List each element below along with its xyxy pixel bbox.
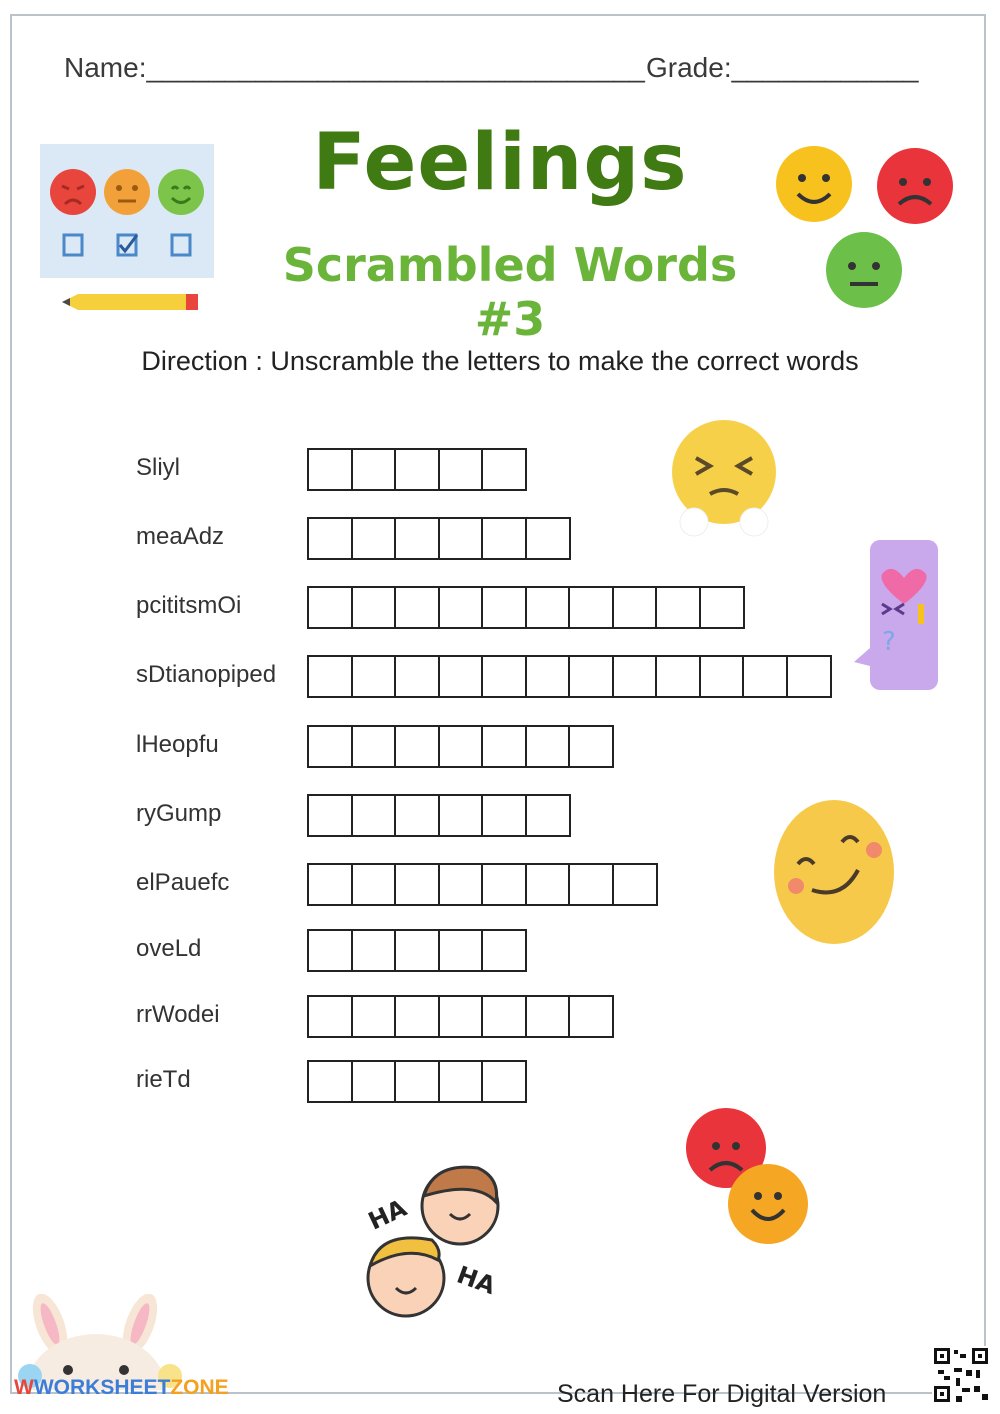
laugh-text-1: HA <box>364 1193 411 1236</box>
name-field[interactable]: Name:________________________________ <box>64 52 645 83</box>
letter-box[interactable] <box>351 517 397 560</box>
answer-boxes <box>307 929 527 972</box>
letter-box[interactable] <box>394 929 440 972</box>
letter-box[interactable] <box>655 655 701 698</box>
smiling-face-icon <box>772 798 900 946</box>
letter-box[interactable] <box>699 586 745 629</box>
letter-box[interactable] <box>481 586 527 629</box>
letter-box[interactable] <box>655 586 701 629</box>
letter-box[interactable] <box>525 995 571 1038</box>
letter-box[interactable] <box>481 995 527 1038</box>
letter-box[interactable] <box>481 655 527 698</box>
letter-box[interactable] <box>438 586 484 629</box>
letter-box[interactable] <box>307 863 353 906</box>
letter-box[interactable] <box>612 863 658 906</box>
letter-box[interactable] <box>438 929 484 972</box>
scrambled-word: Sliyl <box>136 454 181 481</box>
brand-name-part1: WORKSHEET <box>33 1376 171 1399</box>
letter-box[interactable] <box>351 725 397 768</box>
brand-logo[interactable] <box>14 1376 229 1400</box>
answer-boxes <box>307 448 527 491</box>
letter-box[interactable] <box>481 517 527 560</box>
letter-box[interactable] <box>438 725 484 768</box>
letter-box[interactable] <box>612 586 658 629</box>
page-subtitle: Scrambled Words #3 <box>282 238 738 346</box>
letter-box[interactable] <box>307 725 353 768</box>
direction-text: Direction : Unscramble the letters to make the correct words <box>141 346 859 376</box>
letter-box[interactable] <box>481 794 527 837</box>
letter-box[interactable] <box>481 929 527 972</box>
letter-box[interactable] <box>438 448 484 491</box>
letter-box[interactable] <box>351 929 397 972</box>
letter-box[interactable] <box>307 794 353 837</box>
letter-box[interactable] <box>307 995 353 1038</box>
letter-box[interactable] <box>351 655 397 698</box>
letter-box[interactable] <box>438 655 484 698</box>
letter-box[interactable] <box>525 655 571 698</box>
answer-boxes <box>307 863 658 906</box>
letter-box[interactable] <box>568 995 614 1038</box>
letter-box[interactable] <box>394 1060 440 1103</box>
scrambled-word: rrWodei <box>136 1001 220 1028</box>
letter-box[interactable] <box>525 725 571 768</box>
letter-box[interactable] <box>525 794 571 837</box>
letter-box[interactable] <box>394 517 440 560</box>
letter-box[interactable] <box>568 863 614 906</box>
feedback-card-icon <box>38 142 218 317</box>
letter-box[interactable] <box>481 863 527 906</box>
scrambled-word: sDtianopiped <box>136 661 277 688</box>
letter-box[interactable] <box>481 725 527 768</box>
letter-box[interactable] <box>394 794 440 837</box>
svg-text:?: ? <box>882 627 896 657</box>
letter-box[interactable] <box>307 586 353 629</box>
letter-box[interactable] <box>742 655 788 698</box>
answer-boxes <box>307 517 571 560</box>
scrambled-word: ryGump <box>136 800 222 827</box>
letter-box[interactable] <box>307 655 353 698</box>
scrambled-word: oveLd <box>136 935 202 962</box>
letter-box[interactable] <box>394 586 440 629</box>
letter-box[interactable] <box>438 794 484 837</box>
answer-boxes <box>307 655 832 698</box>
letter-box[interactable] <box>394 725 440 768</box>
letter-box[interactable] <box>568 655 614 698</box>
grade-field[interactable]: Grade:____________ <box>646 52 919 83</box>
answer-boxes <box>307 1060 527 1103</box>
brand-logo-mark-icon: W <box>14 1376 34 1399</box>
letter-box[interactable] <box>394 863 440 906</box>
brand-name-part2: ZONE <box>170 1376 229 1399</box>
letter-box[interactable] <box>351 586 397 629</box>
scan-instruction: Scan Here For Digital Version <box>557 1380 887 1408</box>
letter-box[interactable] <box>307 1060 353 1103</box>
letter-box[interactable] <box>351 794 397 837</box>
letter-box[interactable] <box>699 655 745 698</box>
letter-box[interactable] <box>481 448 527 491</box>
angry-face-icon <box>668 418 780 542</box>
scrambled-word: rieTd <box>136 1066 191 1093</box>
scrambled-word: elPauefc <box>136 869 230 896</box>
emoji-faces-icon <box>772 138 958 318</box>
letter-box[interactable] <box>351 863 397 906</box>
answer-boxes <box>307 725 614 768</box>
letter-box[interactable] <box>568 586 614 629</box>
letter-box[interactable] <box>525 517 571 560</box>
letter-box[interactable] <box>351 995 397 1038</box>
letter-box[interactable] <box>351 1060 397 1103</box>
page-title: Feelings <box>312 118 688 208</box>
letter-box[interactable] <box>307 448 353 491</box>
answer-boxes <box>307 995 614 1038</box>
letter-box[interactable] <box>307 929 353 972</box>
answer-boxes <box>307 586 745 629</box>
letter-box[interactable] <box>394 655 440 698</box>
letter-box[interactable] <box>394 448 440 491</box>
qr-code-icon[interactable] <box>932 1346 990 1404</box>
laugh-text-2: HA <box>453 1260 500 1301</box>
letter-box[interactable] <box>438 1060 484 1103</box>
letter-box[interactable] <box>438 995 484 1038</box>
letter-box[interactable] <box>351 448 397 491</box>
letter-box[interactable] <box>438 863 484 906</box>
letter-box[interactable] <box>525 863 571 906</box>
sad-happy-faces-icon <box>684 1104 814 1256</box>
letter-box[interactable] <box>612 655 658 698</box>
answer-boxes <box>307 794 571 837</box>
letter-box[interactable] <box>525 586 571 629</box>
letter-box[interactable] <box>438 517 484 560</box>
speech-bubble-icon <box>850 538 942 694</box>
scrambled-word: meaAdz <box>136 523 225 550</box>
letter-box[interactable] <box>307 517 353 560</box>
scrambled-word: lHeopfu <box>136 731 219 758</box>
letter-box[interactable] <box>481 1060 527 1103</box>
letter-box[interactable] <box>786 655 832 698</box>
letter-box[interactable] <box>394 995 440 1038</box>
laughing-kids-icon <box>360 1156 510 1326</box>
letter-box[interactable] <box>568 725 614 768</box>
scrambled-word: pcititsmOi <box>136 592 242 619</box>
